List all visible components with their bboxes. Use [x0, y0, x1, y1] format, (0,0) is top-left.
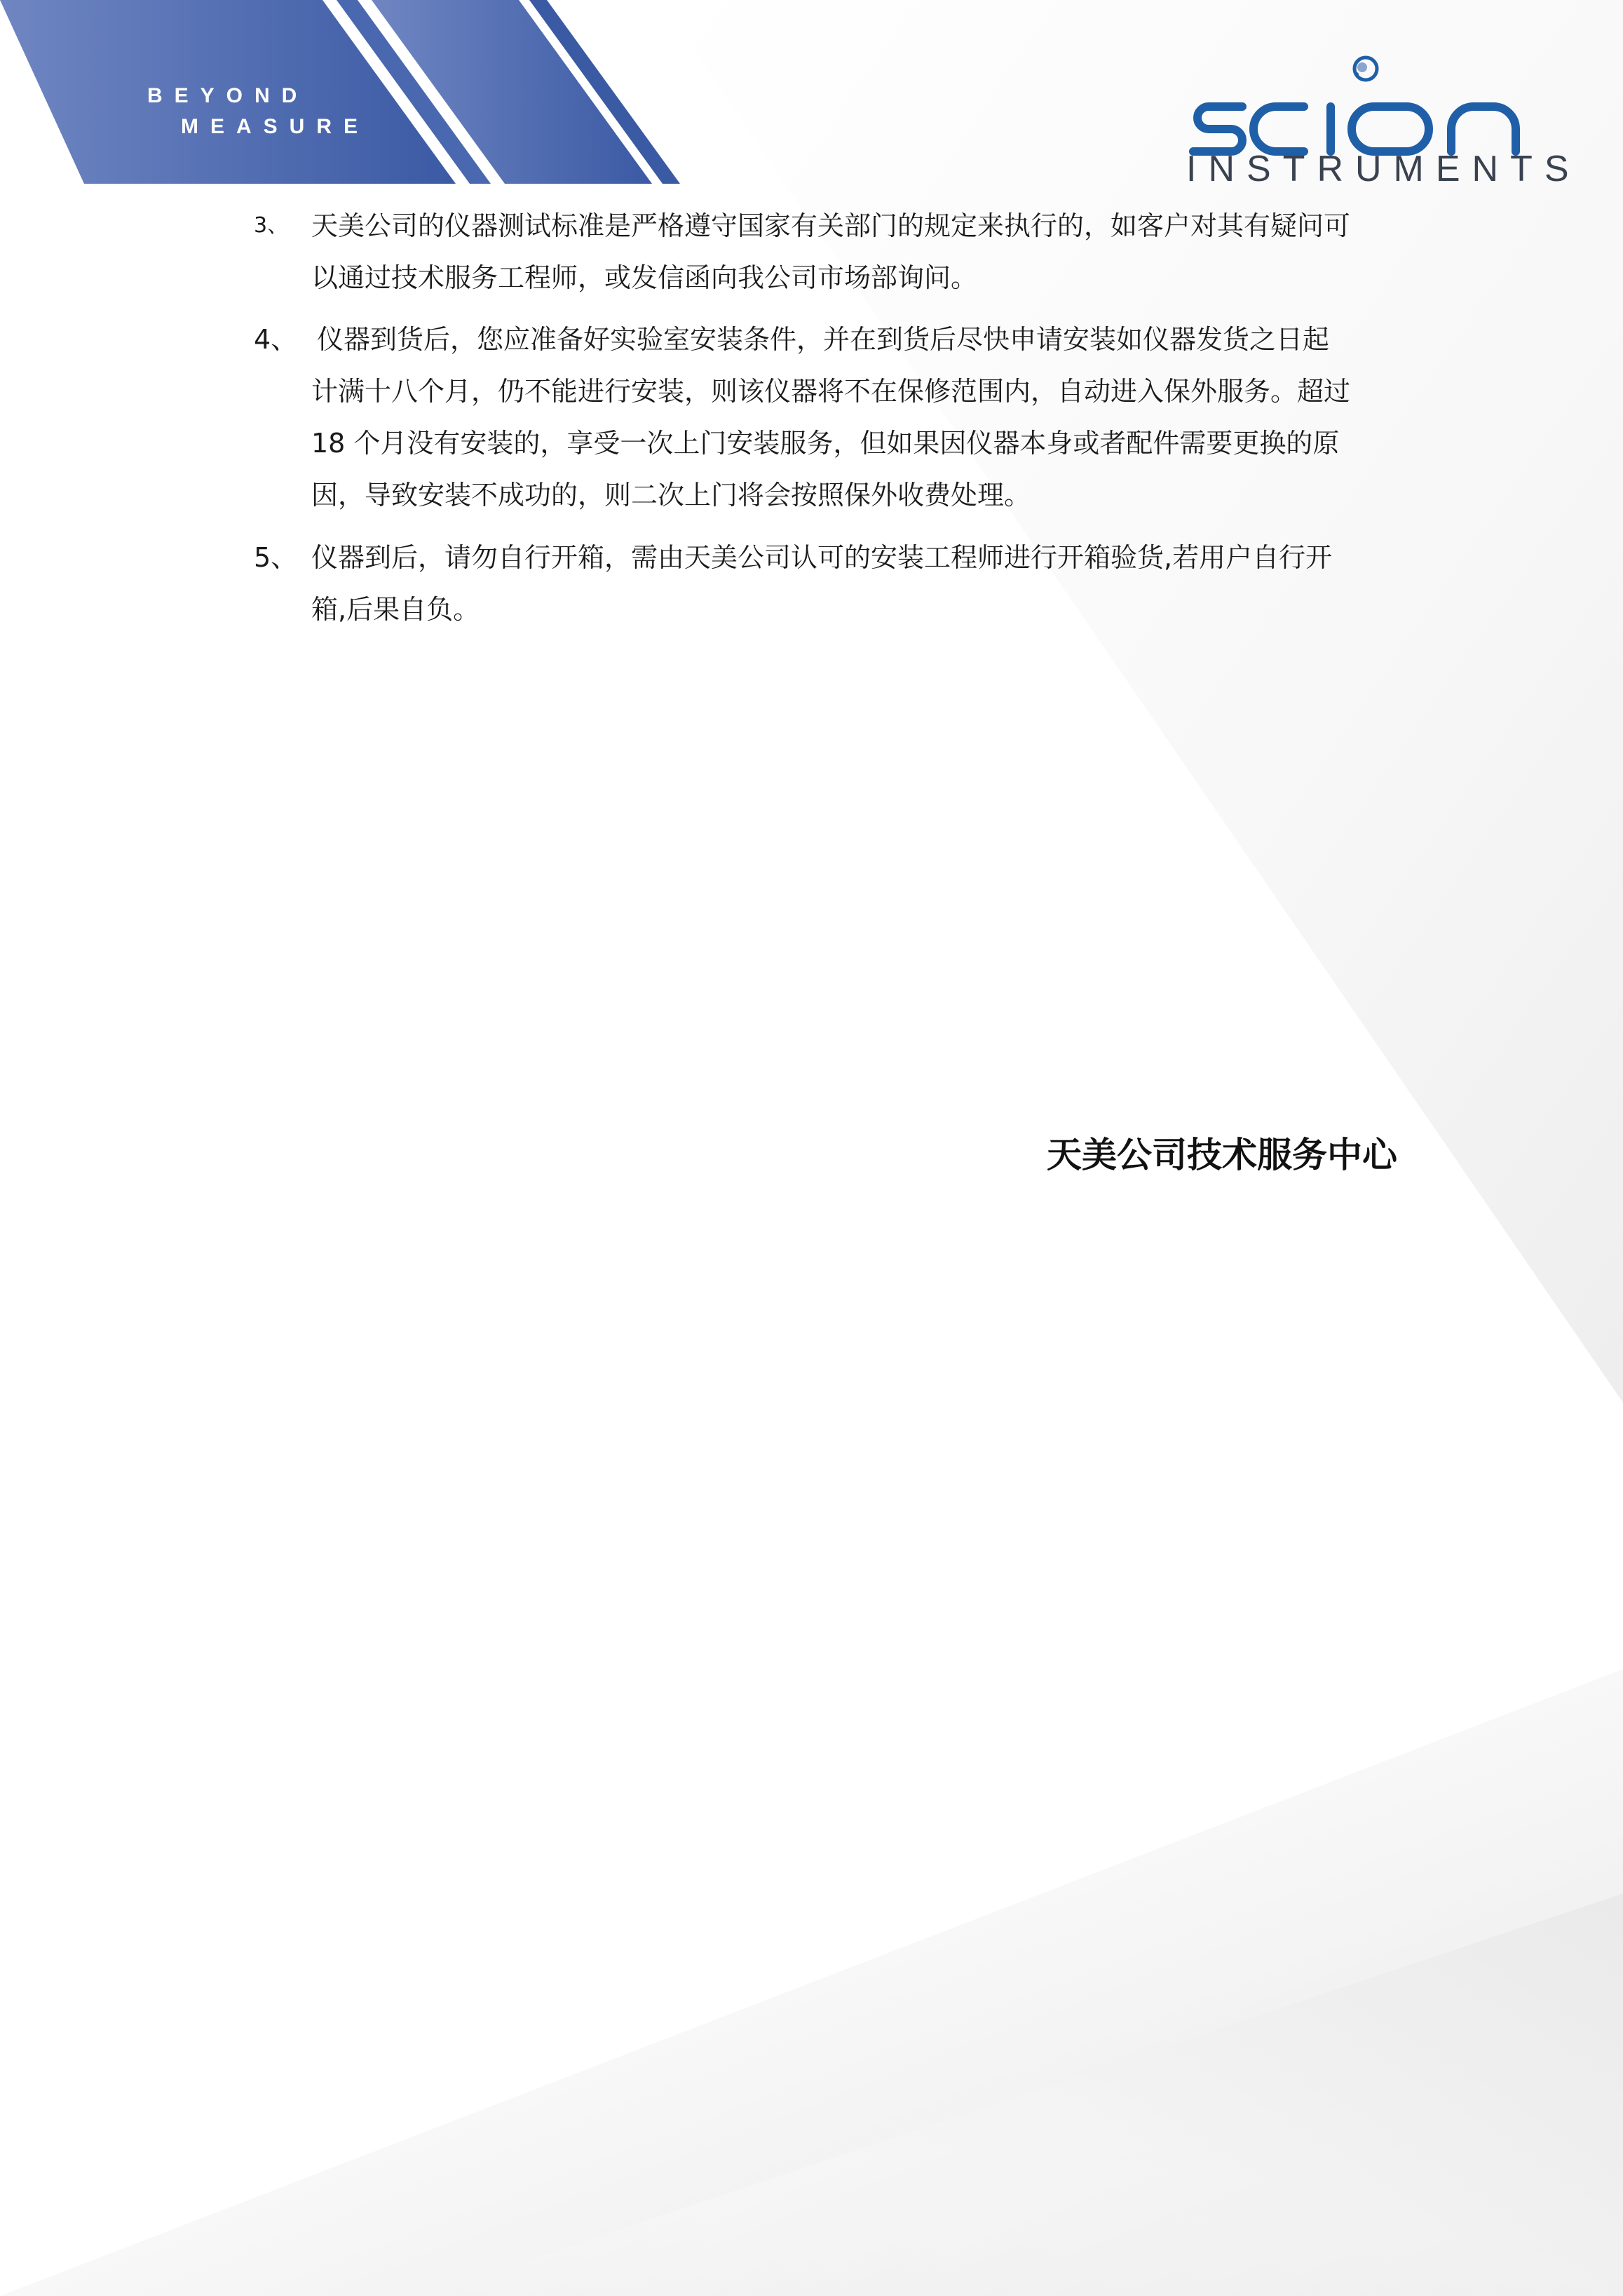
list-item-number: 5、	[254, 542, 298, 573]
list-item-line: 仪器到货后，您应准备好实验室安装条件，并在到货后尽快申请安装如仪器发货之日起	[317, 324, 1330, 355]
list-item	[254, 532, 1446, 644]
logo-instruments-text: INSTRUMENTS	[1186, 149, 1581, 189]
logo-mark-icon	[1354, 58, 1377, 80]
list-item-number: 4、	[254, 324, 298, 355]
list-item	[254, 313, 1446, 524]
list-item-line: 因，导致安装不成功的，则二次上门将会按照保外收费处理。	[311, 480, 1031, 511]
signature-department: 天美公司技术服务中心	[1047, 1135, 1397, 1175]
list-item-line: 以通过技术服务工程师，或发信函向我公司市场部询问。	[311, 262, 978, 293]
header-banner	[0, 0, 687, 184]
list-item-line: 天美公司的仪器测试标准是严格遵守国家有关部门的规定来执行的，如客户对其有疑问可	[311, 210, 1351, 241]
tagline-beyond: BEYOND	[147, 84, 309, 107]
tagline-measure: MEASURE	[181, 115, 370, 138]
list-item-line: 计满十八个月，仍不能进行安装，则该仪器将不在保修范围内，自动进入保外服务。超过	[311, 376, 1351, 407]
list-item	[254, 200, 1446, 312]
list-item-line: 仪器到后，请勿自行开箱，需由天美公司认可的安装工程师进行开箱验货,若用户自行开	[311, 542, 1333, 573]
list-item-line: 箱,后果自负。	[311, 594, 480, 625]
list-item-line: 18 个月没有安装的，享受一次上门安装服务，但如果因仪器本身或者配件需要更换的原	[311, 428, 1340, 459]
list-item-number: 3、	[254, 213, 289, 238]
